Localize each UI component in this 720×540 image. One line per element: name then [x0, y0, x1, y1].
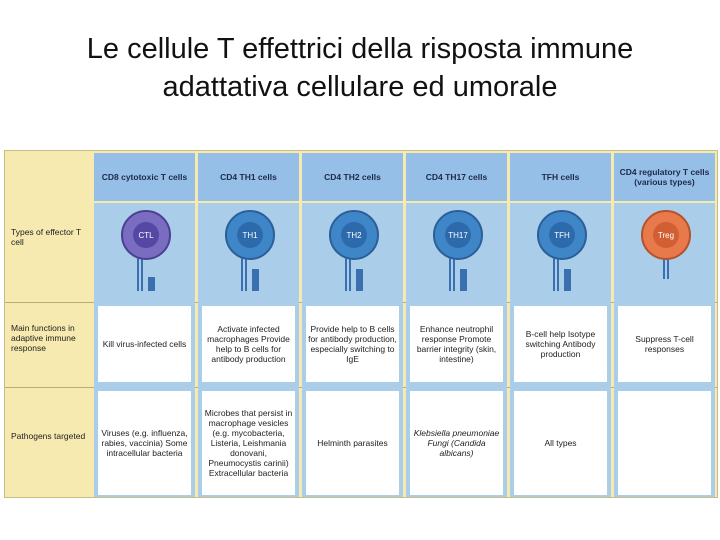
slide-title [0, 30, 720, 106]
column-header-th17: CD4 TH17 cells [406, 153, 507, 201]
column-header-th1: CD4 TH1 cells [198, 153, 299, 201]
cell-label-th2: TH2 [346, 231, 362, 240]
pathogens-cell-cd8: Viruses (e.g. influenza, rabies, vaccinia) Some intracellular bacteria [98, 391, 191, 495]
column-header-th2: CD4 TH2 cells [302, 153, 403, 201]
ctl-cell-icon [122, 211, 170, 291]
pathogens-cell-th2: Helminth parasites [306, 391, 399, 495]
tfh-cell-icon [538, 211, 586, 291]
cell-label-th17: TH17 [448, 231, 468, 240]
th1-cell-diagram [198, 203, 299, 301]
column-header-treg: CD4 regulatory T cells (various types) [614, 153, 715, 201]
function-cell-th2: Provide help to B cells for antibody production, especially switching to IgE [306, 306, 399, 382]
th2-cell-diagram [302, 203, 403, 301]
tfh-cell-diagram [510, 203, 611, 301]
row-label-pathogens: Pathogens targeted [11, 431, 86, 441]
pathogens-cell-th1: Microbes that persist in macrophage vesicles (e.g. mycobacteria, Listeria, Leishmania donovani, Pneumocystis carinii) Extracellular bacteria [202, 391, 295, 495]
th17-cell-diagram [406, 203, 507, 301]
cell-label-tfh: TFH [554, 231, 570, 240]
th17-cell-icon [434, 211, 482, 291]
th1-cell-icon [226, 211, 274, 291]
column-header-cd8-cytotoxic: CD8 cytotoxic T cells [94, 153, 195, 201]
function-cell-tfh: B-cell help Isotype switching Antibody production [514, 306, 607, 382]
row-label-types: Types of effector T cell [11, 227, 81, 247]
pathogens-cell-treg [618, 391, 711, 495]
ctl-cell-diagram [94, 203, 195, 301]
function-cell-th17: Enhance neutrophil response Promote barrier integrity (skin, intestine) [410, 306, 503, 382]
effector-t-cell-table [4, 150, 718, 498]
function-cell-th1: Activate infected macrophages Provide help to B cells for antibody production [202, 306, 295, 382]
row-label-functions: Main functions in adaptive immune response [11, 323, 76, 353]
function-cell-cd8: Kill virus-infected cells [98, 306, 191, 382]
treg-cell-icon [642, 211, 690, 279]
cell-label-th1: TH1 [242, 231, 258, 240]
cell-label-treg: Treg [657, 231, 675, 240]
pathogens-cell-tfh: All types [514, 391, 607, 495]
function-cell-treg: Suppress T-cell responses [618, 306, 711, 382]
th2-cell-icon [330, 211, 378, 291]
cell-label-ctl: CTL [138, 231, 154, 240]
column-header-tfh: TFH cells [510, 153, 611, 201]
slide-title-line-2: adattativa cellulare ed umorale [162, 71, 558, 103]
treg-cell-diagram [614, 203, 715, 301]
slide-title-line-1: Le cellule T effettrici della risposta immune [86, 33, 634, 65]
pathogens-cell-th17: Klebsiella pneumoniae Fungi (Candida albicans) [410, 391, 503, 495]
